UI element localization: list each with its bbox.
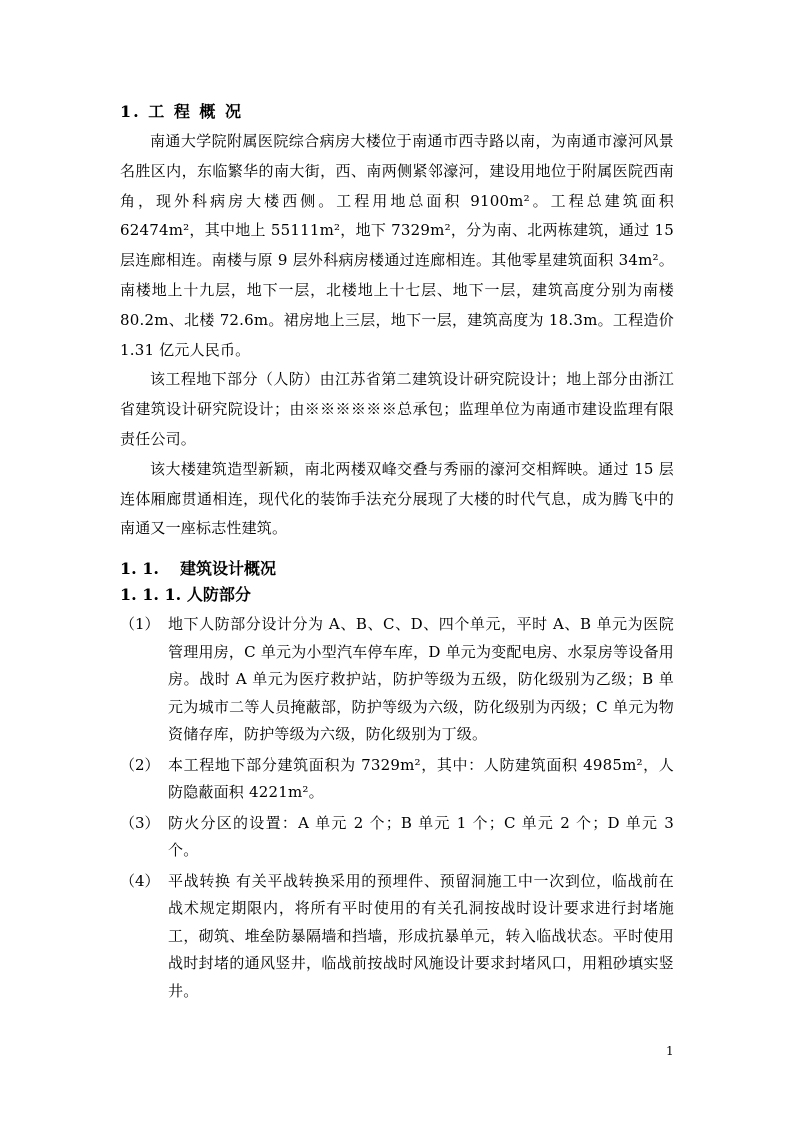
list-item-text: 地下人防部分设计分为 A、B、C、D、四个单元，平时 A、B 单元为医院管理用房，C 单元为小型汽车停车库，D 单元为变配电房、水泵房等设备用房。战时 A 单元为医疗救护站，防护等级为五级，防化级别为乙级；B 单元为城市二等人员掩蔽部，防护等级为六级，防化级别为丙级；C 单元为物资储存库，防护等级为六级，防化级别为丁级。	[168, 615, 674, 744]
paragraph-design-units: 该工程地下部分（人防）由江苏省第二建筑设计研究院设计；地上部分由浙江省建筑设计研究院设计；由※※※※※※总承包；监理单位为南通市建设监理有限责任公司。	[120, 370, 674, 448]
list-item	[120, 752, 674, 807]
list-marker: （1）	[120, 615, 160, 634]
section-number: 1. 1.	[120, 559, 159, 579]
list-marker: （2）	[120, 755, 160, 774]
section-heading-1-1-1: 1. 1. 1. 人防部分	[120, 585, 251, 605]
list-item-text: 平战转换 有关平战转换采用的预埋件、预留洞施工中一次到位，临战前在战术规定期限内，将所有平时使用的有关孔洞按战时设计要求进行封堵施工，砌筑、堆垒防暴隔墙和挡墙，形成抗暴单元，转入临战状态。平时使用战时封堵的通风竖井，临战前按战时风施设计要求封堵风口，用粗砂填实竖井。	[168, 871, 674, 1000]
page-content	[120, 101, 674, 1008]
list-item-text: 本工程地下部分建筑面积为 7329m²，其中：人防建筑面积 4985m²，人防隐蔽面积 4221m²。	[168, 755, 674, 802]
page-number: 1	[666, 1044, 674, 1058]
section-title: 建筑设计概况	[180, 559, 277, 579]
list-marker: （3）	[120, 813, 160, 832]
paragraph-architecture-style: 该大楼建筑造型新颖，南北两楼双峰交叠与秀丽的濠河交相辉映。通过 15 层连体厢廊贯通相连，现代化的装饰手法充分展现了大楼的时代气息，成为腾飞中的南通又一座标志性建筑。	[120, 459, 674, 538]
section-heading-1: 1. 工 程 概 况	[120, 102, 243, 121]
list-item	[120, 611, 674, 749]
list-item-text: 防火分区的设置：A 单元 2 个；B 单元 1 个；C 单元 2 个；D 单元 3 个。	[168, 813, 674, 860]
paragraph-project-overview: 南通大学院附属医院综合病房大楼位于南通市西寺路以南，为南通市濠河风景名胜区内，东临繁华的南大街，西、南两侧紧邻濠河，建设用地位于附属医院西南角，现外科病房大楼西侧。工程用地总面积 9100m²。工程总建筑面积 62474m²，其中地上 55111m²，地下 7329m²，分为南、北两栋建筑，通过 15 层连廊相连。南楼与原 9 层外科病房楼通过连廊相连。其他零星建筑面积 34m²。南楼地上十九层，地下一层，北楼地上十七层、地下一层，建筑高度分别为南楼 80.2m、北楼 72.6m。裙房地上三层，地下一层，建筑高度为 18.3m。工程造价 1.31 亿元人民币。	[120, 132, 674, 359]
list-item	[120, 868, 674, 1006]
section-heading-1-1	[120, 558, 674, 580]
list-marker: （4）	[120, 871, 160, 890]
list-item	[120, 810, 674, 865]
